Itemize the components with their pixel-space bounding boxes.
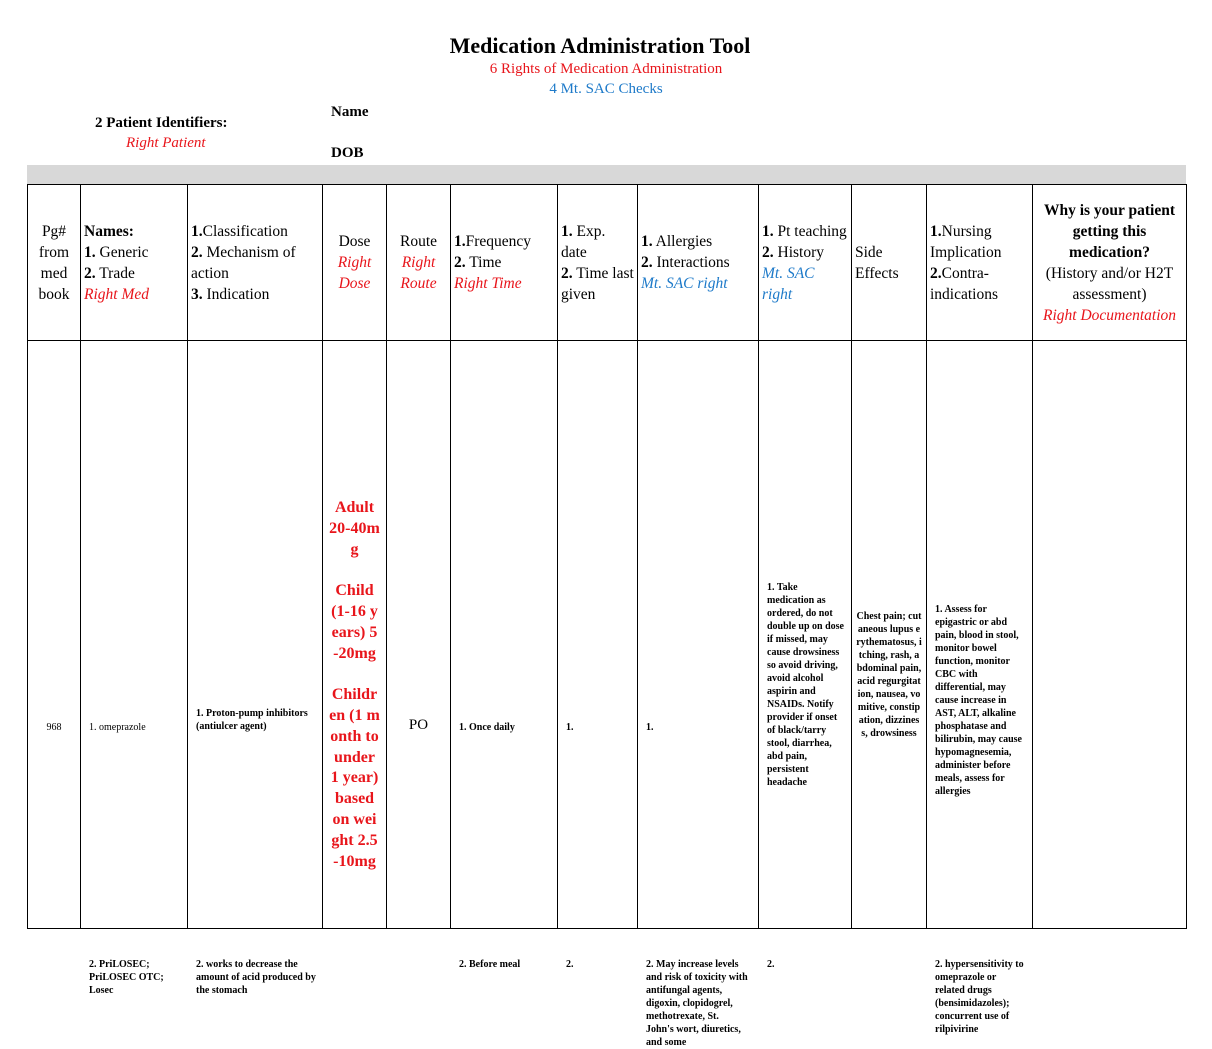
- col-side-effects-header: [852, 185, 927, 341]
- name-label: Name: [331, 104, 369, 120]
- nursing-value: 1. Assess for epigastric or abd pain, blood in stool, monitor bowel function, monitor CBC with differential, may cause increase in AST, ALT, alkaline phosphatase and bilirubin, may cause hypomagnesemia, administer before meals, assess for allergies: [935, 604, 1022, 797]
- page-title: Medication Administration Tool: [449, 33, 751, 58]
- frequency-value: 1. Once daily: [459, 722, 515, 733]
- contra-value: 2. hypersensitivity to omeprazole or related drugs (bensimidazoles); concurrent use of rilpivirine: [935, 959, 1024, 1035]
- col-names-trade: Trade: [99, 264, 135, 282]
- col-dose-header: [323, 185, 387, 341]
- col-class-classification: Classification: [202, 222, 288, 240]
- patient-identifiers-label: 2 Patient Identifiers:: [95, 115, 228, 131]
- cell-names: [81, 341, 188, 996]
- cell-allergies: [638, 341, 759, 1048]
- col-dose-right: Right Dose: [337, 254, 372, 292]
- cell-classification: [188, 341, 323, 996]
- col-pg-label: Pg# from med book: [38, 222, 70, 303]
- cell-side-effects: [852, 341, 927, 929]
- dob-label: DOB: [331, 145, 364, 161]
- interactions-value: 2. May increase levels and risk of toxicity with antifungal agents, digoxin, clopidogrel, methotrexate, St. John's wort, diuretics, and some: [646, 959, 748, 1048]
- cell-pg: [28, 341, 81, 929]
- cell-pt-teaching: [759, 341, 852, 970]
- cell-why[interactable]: [1033, 341, 1187, 929]
- cell-frequency: [451, 341, 558, 970]
- col-route-header: [387, 185, 451, 341]
- col-route-right: Right Route: [400, 254, 437, 292]
- history-value: 2.: [767, 959, 775, 970]
- classification-value: 1. Proton-pump inhibitors (antiulcer agent): [196, 708, 308, 732]
- cell-exp: [558, 341, 638, 970]
- col-pt-header: 1. Pt teaching 2. History Mt. SAC right: [759, 185, 852, 341]
- dose-value: Adult 20-40mg Child (1-16 years) 5-20mg Children (1 month to under 1 year) based on weight 2.5-10mg: [329, 499, 380, 870]
- col-contra-label: Contra-indications: [930, 264, 999, 303]
- table-row: [28, 341, 1187, 929]
- col-exp-label: Exp. date: [561, 222, 606, 261]
- col-exp-header: 1. Exp. date 2. Time last given: [558, 185, 638, 341]
- medication-table: [27, 184, 1187, 1048]
- col-interactions-label: Interactions: [656, 254, 730, 271]
- col-route-label: Route: [399, 233, 438, 250]
- col-time-label: Time: [469, 254, 502, 271]
- col-allergies-label: Allergies: [655, 233, 713, 250]
- col-class-indication: Indication: [206, 285, 270, 303]
- col-class-header: 1.Classification 2. Mechanism of action 3. Indication: [188, 185, 323, 341]
- col-names-header: Names: 1. Generic 2. Trade Right Med: [81, 185, 188, 341]
- trade-name: 2. PriLOSEC; PriLOSEC OTC; Losec: [89, 959, 164, 996]
- col-pg-header: [28, 185, 81, 341]
- cell-dose: [323, 341, 387, 929]
- col-history-label: History: [777, 243, 824, 261]
- col-frequency-header: 1.Frequency 2. Time Right Time: [451, 185, 558, 341]
- cell-route: [387, 341, 451, 929]
- col-dose-label: Dose: [338, 233, 371, 250]
- col-time-right: Right Time: [454, 275, 522, 292]
- route-value: PO: [408, 717, 429, 733]
- subtitle-rights: 6 Rights of Medication Administration: [489, 61, 723, 77]
- mechanism-value: 2. works to decrease the amount of acid produced by the stomach: [196, 959, 316, 996]
- last-given-value: 2.: [566, 959, 574, 970]
- time-value: 2. Before meal: [459, 959, 521, 970]
- gray-header-bar: [27, 165, 1186, 184]
- col-side-effects-label: Side Effects: [855, 243, 899, 282]
- cell-nursing: [927, 341, 1033, 1035]
- col-why-header: [1033, 185, 1187, 341]
- exp-value: 1.: [566, 722, 574, 733]
- col-why-sub: (History and/or H2T assessment): [1045, 264, 1174, 303]
- col-names-right: Right Med: [84, 285, 149, 303]
- col-allergies-check: Mt. SAC right: [641, 275, 728, 292]
- col-last-given-label: Time last given: [561, 264, 634, 303]
- col-allergies-header: 1. Allergies 2. Interactions Mt. SAC right: [638, 185, 759, 341]
- pg-value: 968: [46, 722, 62, 733]
- pt-teaching-value: 1. Take medication as ordered, do not double up on dose if missed, may cause drowsiness so avoid driving, avoid alcohol aspirin and NSAIDs. Notify provider if onset of black/tarry stool, diarrhea, abd pain, persistent headache: [767, 582, 844, 788]
- col-why-title: Why is your patient getting this medication?: [1043, 201, 1176, 261]
- col-nursing-header: 1.Nursing Implication 2.Contra-indications: [927, 185, 1033, 341]
- col-why-right: Right Documentation: [1042, 306, 1177, 324]
- col-pt-teaching-label: Pt teaching: [777, 222, 847, 240]
- col-names-generic: Generic: [99, 243, 149, 261]
- patient-identifiers-right: Right Patient: [126, 135, 206, 151]
- col-names-title: Names:: [84, 222, 134, 240]
- col-class-mechanism: Mechanism of action: [191, 243, 296, 282]
- side-effects-value: Chest pain; cutaneous lupus erythematosus, itching, rash, abdominal pain, acid regurgitation, nausea, vomitive, constipation, dizziness, drowsiness: [856, 611, 922, 739]
- col-pt-check: Mt. SAC right: [762, 264, 815, 303]
- generic-name: 1. omeprazole: [89, 722, 146, 733]
- col-frequency-label: Frequency: [465, 233, 532, 250]
- header-row: [28, 185, 1187, 341]
- col-nursing-label: Nursing Implication: [930, 222, 1002, 261]
- allergies-value: 1.: [646, 722, 654, 733]
- subtitle-checks: 4 Mt. SAC Checks: [549, 81, 663, 97]
